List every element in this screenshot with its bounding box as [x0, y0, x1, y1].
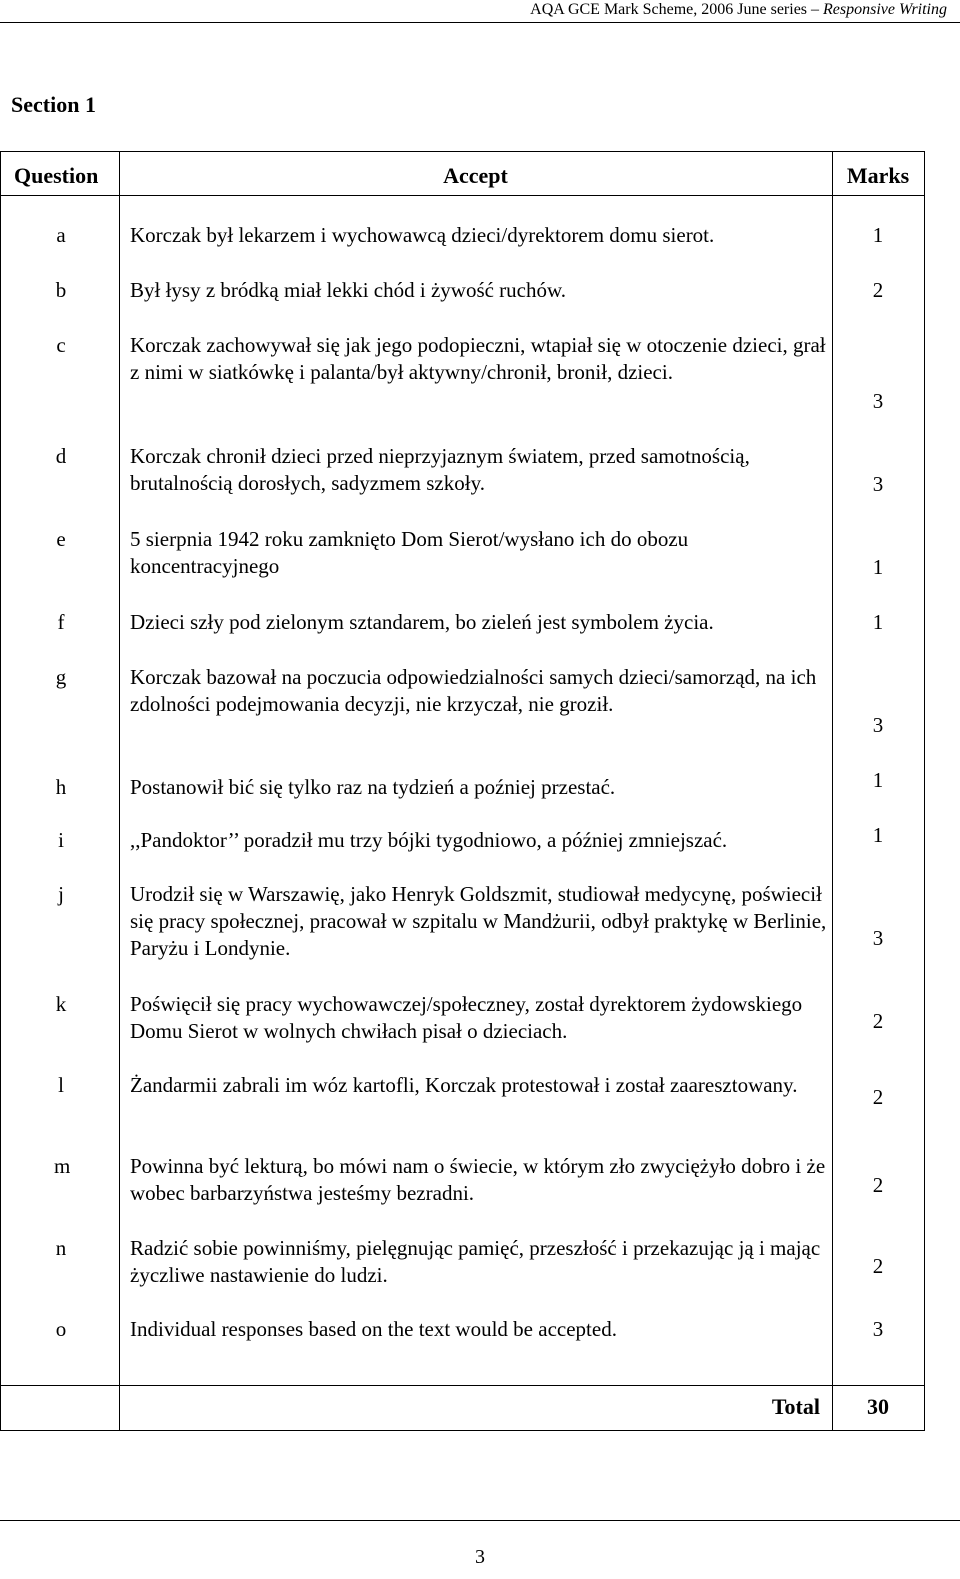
accepted-answer: Urodził się w Warszawię, jako Henryk Goldszmit, studiował medycynę, poświecił się pracy społecznej, pracował w szpitalu w Mandżurii, odbył praktykę w Berlinie, Paryżu i Londynie. [130, 882, 827, 960]
question-letter: i [58, 828, 64, 852]
accepted-answer: Radzić sobie powinniśmy, pielęgnując pamięć, przeszłość i przekazując ją i mając życzliwe nastawienie do ludzi. [130, 1236, 821, 1287]
marks-value: 3 [872, 472, 884, 496]
marks-value: 1 [872, 823, 884, 847]
header-subject: Responsive Writing [823, 1, 947, 18]
header-rule [0, 22, 960, 23]
header-accept: Accept [443, 163, 508, 188]
marks-value: 2 [872, 1085, 884, 1109]
total-label: Total [771, 1394, 820, 1419]
accepted-answer: Dzieci szły pod zielonym sztandarem, bo zieleń jest symbolem życia. [130, 610, 714, 634]
accepted-answer: Korczak bazował na poczucia odpowiedzialności samych dzieci/samorząd, na ich zdolności podejmowania decyzji, nie krzyczał, nie groził. [130, 665, 817, 716]
header-text: AQA GCE Mark Scheme, 2006 June series – [530, 1, 824, 18]
running-header [530, 0, 947, 20]
total-row-rule [0, 1385, 925, 1386]
marks-value: 2 [872, 1009, 884, 1033]
question-letter: c [56, 333, 66, 357]
footer-rule [0, 1520, 960, 1521]
accepted-answer: Poświęcił się pracy wychowawczej/społeczney, został dyrektorem żydowskiego Domu Sierot w wolnych chwiłach pisał o dzieciach. [130, 992, 803, 1043]
header-marks: Marks [846, 163, 910, 188]
accepted-answer: Korczak był lekarzem i wychowawcą dzieci/dyrektorem domu sierot. [130, 223, 715, 247]
marks-value: 3 [872, 926, 884, 950]
header-question: Question [14, 163, 99, 188]
question-letter: g [55, 665, 67, 689]
marks-value: 1 [872, 610, 884, 634]
column-divider-1 [119, 151, 120, 1431]
section-title: Section 1 [11, 92, 96, 117]
table-border-left [0, 151, 1, 1431]
question-letter: j [58, 882, 64, 906]
table-border-top [0, 151, 925, 152]
question-letter: f [57, 610, 65, 634]
question-letter: m [54, 1154, 71, 1178]
column-divider-2 [832, 151, 833, 1431]
question-letter: d [55, 444, 67, 468]
accepted-answer: Postanowił bić się tylko raz na tydzień a poźniej przestać. [130, 775, 616, 799]
total-value: 30 [867, 1394, 889, 1419]
accepted-answer: Żandarmii zabrali im wóz kartofli, Korczak protestował i został zaaresztowany. [130, 1073, 798, 1097]
header-row-rule [0, 195, 925, 196]
marks-value: 2 [872, 1254, 884, 1278]
marks-value: 3 [872, 713, 884, 737]
accepted-answer: Powinna być lekturą, bo mówi nam o świecie, w którym zło zwyciężyło dobro i że wobec barbarzyństwa jesteśmy bezradni. [130, 1154, 826, 1205]
question-letter: n [55, 1236, 67, 1260]
marks-value: 1 [872, 555, 884, 579]
question-letter: o [55, 1317, 67, 1341]
marks-value: 3 [872, 1317, 884, 1341]
question-letter: l [58, 1073, 64, 1097]
page-number: 3 [475, 1546, 485, 1568]
question-letter: b [55, 278, 67, 302]
accepted-answer: ,,Pandoktor’’ poradził mu trzy bójki tygodniowo, a później zmniejszać. [130, 828, 728, 852]
question-letter: h [55, 775, 67, 799]
accepted-answer: Korczak zachowywał się jak jego podopieczni, wtapiał się w otoczenie dzieci, grał z nimi w siatkówkę i palanta/był aktywny/chronił, bronił, dzieci. [130, 333, 826, 384]
table-border-right [924, 151, 925, 1431]
accepted-answer: 5 sierpnia 1942 roku zamknięto Dom Sierot/wysłano ich do obozu koncentracyjnego [130, 527, 689, 578]
question-letter: e [56, 527, 66, 551]
accepted-answer: Korczak chronił dzieci przed nieprzyjaznym światem, przed samotnością, brutalnością dorosłych, sadyzmem szkoły. [130, 444, 750, 495]
marks-value: 1 [872, 768, 884, 792]
marks-value: 3 [872, 389, 884, 413]
question-letter: k [55, 992, 67, 1016]
marks-value: 1 [872, 223, 884, 247]
marks-value: 2 [872, 1173, 884, 1197]
accepted-answer: Individual responses based on the text would be accepted. [130, 1317, 617, 1341]
table-border-bottom [0, 1430, 925, 1431]
accepted-answer: Był łysy z bródką miał lekki chód i żywość ruchów. [130, 278, 567, 302]
marks-value: 2 [872, 278, 884, 302]
question-letter: a [56, 223, 66, 247]
